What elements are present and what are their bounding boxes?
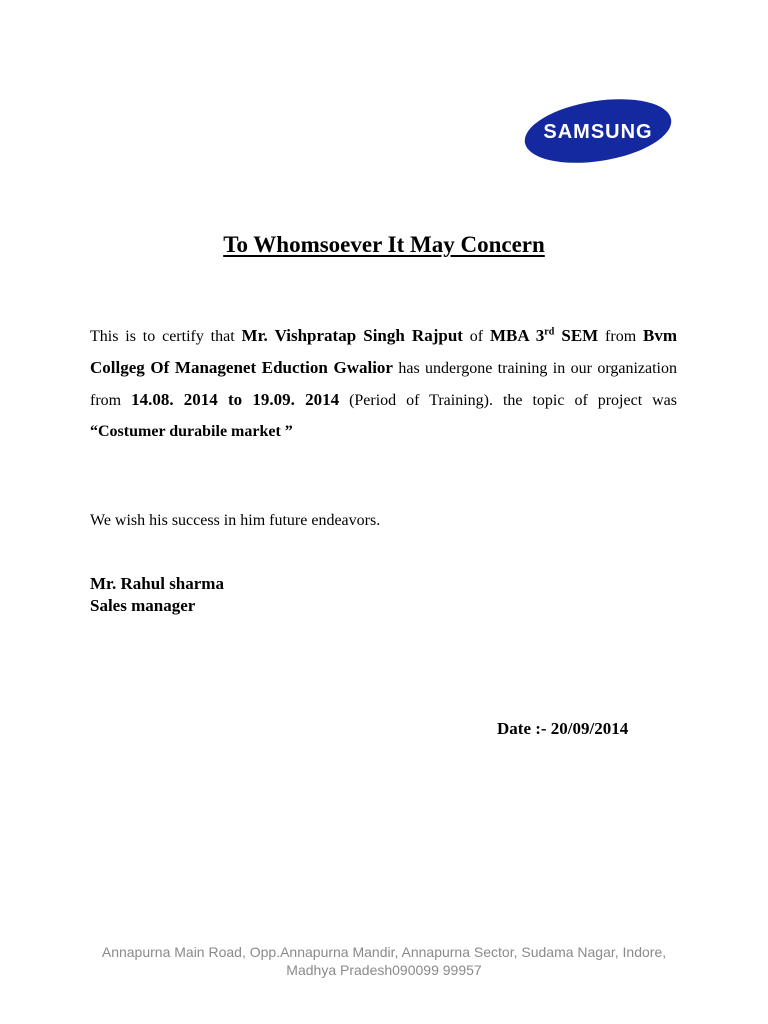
- footer-address: [0, 943, 768, 979]
- course-prefix: MBA 3: [489, 326, 545, 345]
- of-text: of: [462, 328, 490, 345]
- wish-text: We wish his success in him future endeavors.: [90, 512, 381, 529]
- logo-text: SAMSUNG: [543, 121, 653, 143]
- samsung-logo-graphic: [522, 96, 674, 166]
- college-name: Bvm Collgeg Of Managenet Eduction Gwalior: [90, 326, 678, 377]
- course-superscript: rd: [544, 326, 555, 338]
- project-wrapper: [90, 423, 293, 440]
- course-suffix: SEM: [554, 326, 599, 345]
- footer-line-2: Madhya Pradesh090099 99957: [286, 962, 482, 978]
- signatory-designation: Sales manager: [90, 596, 196, 615]
- certificate-paragraph: [90, 320, 677, 447]
- page-title: To Whomsoever It May Concern: [223, 232, 545, 257]
- training-period: 14.08. 2014 to 19.09. 2014: [131, 390, 340, 409]
- period-note: (Period of Training). the topic of project was: [339, 392, 678, 409]
- project-title: “Costumer durabile market ”: [90, 423, 293, 440]
- course-name: [490, 326, 598, 345]
- intro-text: This is to certify that: [90, 328, 242, 345]
- trainee-name: Mr. Vishpratap Singh Rajput: [241, 326, 463, 345]
- undergone-text: has undergone training in our organization from: [90, 360, 678, 409]
- issue-date: Date :- 20/09/2014: [497, 719, 629, 738]
- signatory-block: [90, 573, 224, 617]
- samsung-logo: [522, 96, 674, 166]
- from-text: from: [598, 328, 644, 345]
- footer-line-1: Annapurna Main Road, Opp.Annapurna Mandir, Annapurna Sector, Sudama Nagar, Indore,: [101, 944, 667, 960]
- signatory-name: Mr. Rahul sharma: [90, 574, 224, 593]
